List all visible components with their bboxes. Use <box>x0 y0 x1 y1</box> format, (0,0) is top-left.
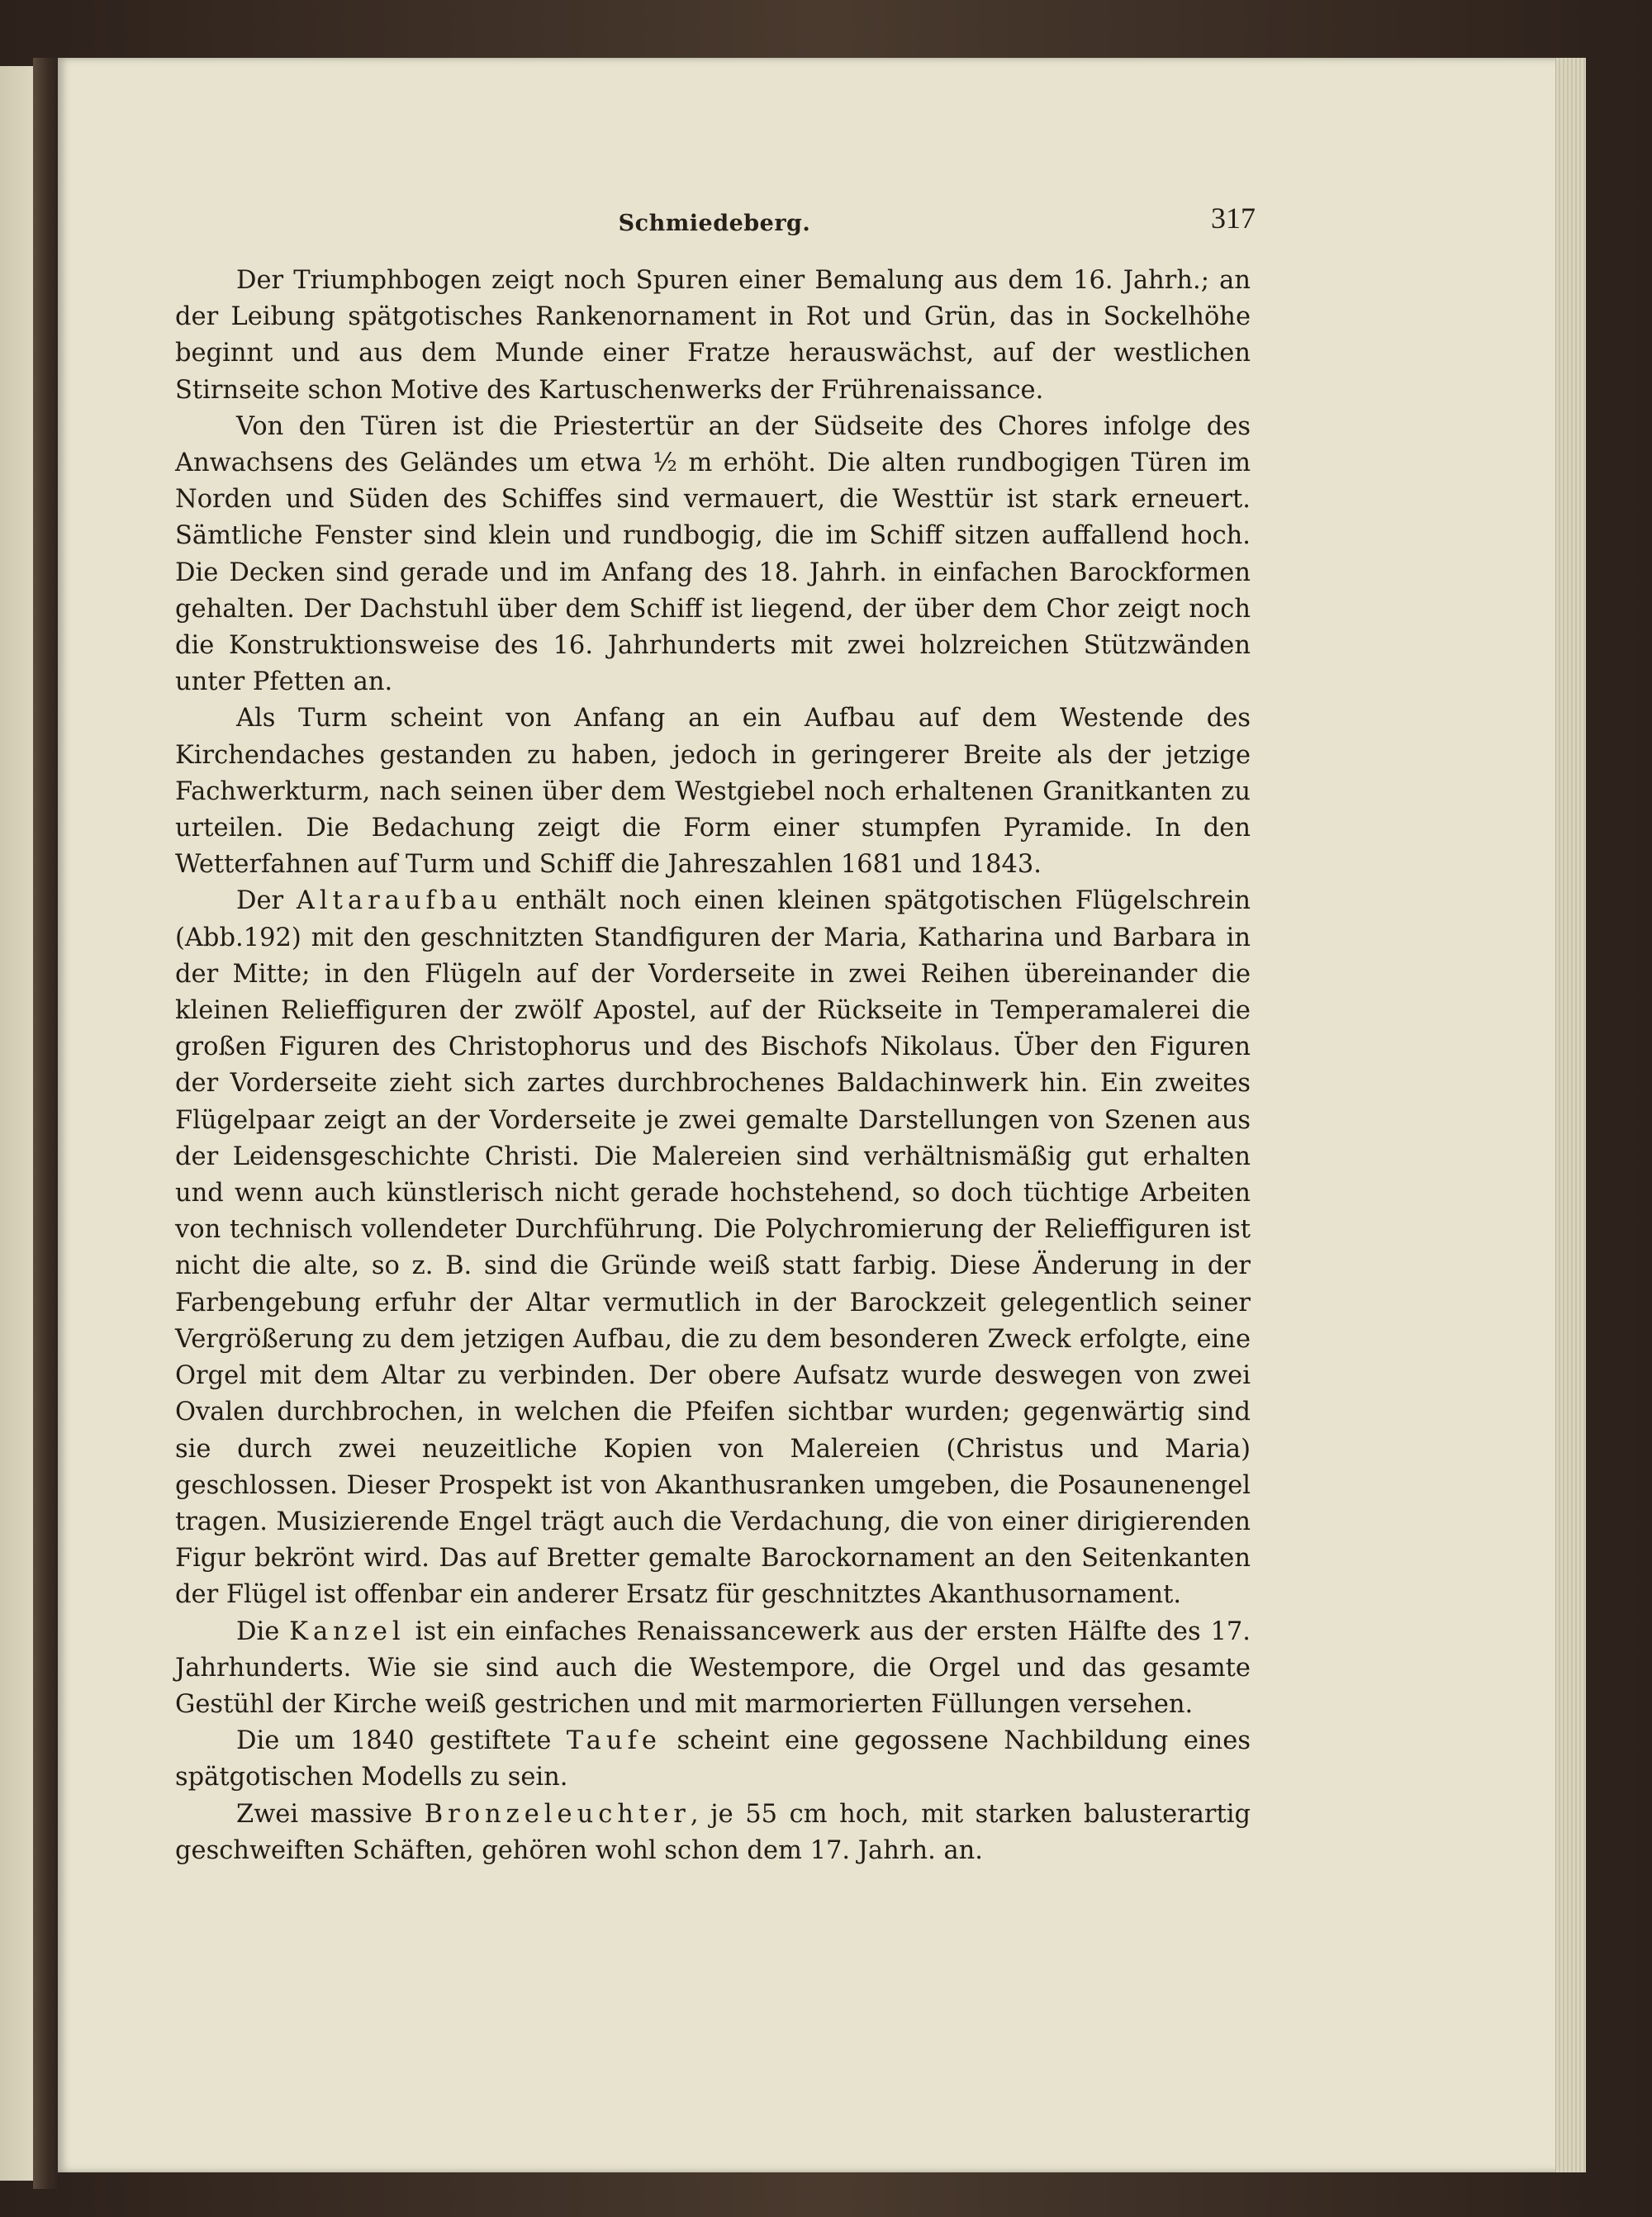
paragraph <box>175 263 1251 409</box>
book-gutter <box>33 58 58 2189</box>
paragraph <box>175 700 1251 883</box>
text-segment: Der Triumphbogen zeigt noch Spuren einer Bemalung aus dem 16. Jahrh.; an der Leibung spätgotisches Rankenornament in Rot und Grün, das in Sockelhöhe beginnt und aus dem Munde einer Fratze herauswächst, auf der westlichen Stirnseite schon Motive des Kartuschenwerks der Frührenaissance. <box>175 266 1251 405</box>
text-segment: scheint eine gegossene Nachbildung eines spätgotischen Modells zu sein. <box>175 1726 1251 1792</box>
facing-page-edge <box>0 66 35 2181</box>
body-text <box>175 263 1251 1869</box>
spaced-term: Kanzel <box>289 1616 406 1646</box>
paragraph <box>175 883 1251 1613</box>
paragraph <box>175 409 1251 701</box>
running-head: Schmiedeberg. <box>618 211 811 236</box>
text-segment: Zwei massive <box>236 1799 425 1829</box>
spaced-term: Bronzeleuchter <box>424 1799 691 1829</box>
page-header <box>173 194 1256 244</box>
spaced-term: Taufe <box>566 1726 662 1756</box>
text-segment: Von den Türen ist die Priestertür an der Südseite des Chores infolge des Anwachsens des Geländes um etwa ½ m erhöht. Die alten rundbogigen Türen im Norden und Süden des Schiffes sind vermauert, die Westtür ist stark erneuert. Sämtliche Fenster sind klein und rundbogig, die im Schiff sitzen auffallend hoch. Die Decken sind gerade und im Anfang des 18. Jahrh. in einfachen Barockformen gehalten. Der Dachstuhl über dem Schiff ist liegend, der über dem Chor zeigt noch die Konstruktionsweise des 16. Jahrhunderts mit zwei holzreichen Stützwänden unter Pfetten an. <box>175 411 1251 697</box>
text-segment: enthält noch einen kleinen spätgotischen Flügelschrein (Abb.192) mit den geschnitzten Standfiguren der Maria, Katharina und Barbara in der Mitte; in den Flügeln auf der Vorderseite in zwei Reihen übereinander die kleinen Relieffiguren der zwölf Apostel, auf der Rückseite in Temperamalerei die großen Figuren des Christophorus und des Bischofs Nikolaus. Über den Figuren der Vorderseite zieht sich zartes durchbrochenes Baldachinwerk hin. Ein zweites Flügelpaar zeigt an der Vorderseite je zwei gemalte Darstellungen von Szenen aus der Leidensgeschichte Christi. Die Malereien sind verhältnismäßig gut erhalten und wenn auch künstlerisch nicht gerade hochstehend, so doch tüchtige Arbeiten von technisch vollendeter Durchführung. Die Polychromierung der Relieffiguren ist nicht die alte, so z. B. sind die Gründe weiß statt farbig. Diese Änderung in der Farbengebung erfuhr der Altar vermutlich in der Barockzeit gelegentlich seiner Vergrößerung zu dem jetzigen Aufbau, die zu dem besonderen Zweck erfolgte, eine Orgel mit dem Altar zu verbinden. Der obere Aufsatz wurde deswegen von zwei Ovalen durchbrochen, in welchen die Pfeifen sichtbar wurden; gegenwärtig sind sie durch zwei neuzeitliche Kopien von Malereien (Christus und Maria) geschlossen. Dieser Prospekt ist von Akanthusranken umgeben, die Posaunenengel tragen. Musizierende Engel trägt auch die Verdachung, die von einer dirigierenden Figur bekrönt wird. Das auf Bretter gemalte Barockornament an den Seitenkanten der Flügel ist offenbar ein anderer Ersatz für geschnitztes Akanthusornament. <box>175 886 1251 1610</box>
page-number: 317 <box>1211 202 1256 235</box>
spaced-term: Altaraufbau <box>296 886 503 916</box>
text-segment: Der <box>236 886 297 916</box>
text-segment: , je 55 cm hoch, mit starken balusterartig geschweiften Schäften, gehören wohl schon dem 17. Jahrh. an. <box>175 1799 1251 1865</box>
paragraph <box>175 1723 1251 1796</box>
text-segment: ist ein einfaches Renaissancewerk aus der ersten Hälfte des 17. Jahrhunderts. Wie sie sind auch die Westempore, die Orgel und das gesamte Gestühl der Kirche weiß gestrichen und mit marmorierten Füllungen versehen. <box>175 1616 1251 1719</box>
text-segment: Die um 1840 gestiftete <box>236 1726 567 1756</box>
text-segment: Die <box>236 1616 290 1646</box>
paragraph <box>175 1797 1251 1869</box>
page-stack-edge <box>1555 58 1586 2172</box>
paragraph <box>175 1614 1251 1724</box>
text-segment: Als Turm scheint von Anfang an ein Aufbau auf dem Westende des Kirchendaches gestanden zu haben, jedoch in geringerer Breite als der jetzige Fachwerkturm, nach seinen über dem Westgiebel noch erhaltenen Granitkanten zu urteilen. Die Bedachung zeigt die Form einer stumpfen Pyramide. In den Wetterfahnen auf Turm und Schiff die Jahreszahlen 1681 und 1843. <box>175 704 1251 880</box>
